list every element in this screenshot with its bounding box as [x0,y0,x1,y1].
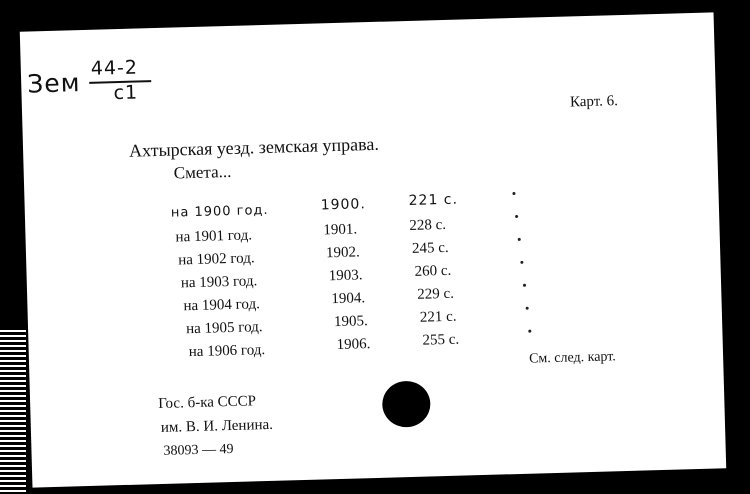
card-number: Карт. 6. [569,93,619,111]
edition-pages: 221 с. [419,308,457,326]
continuation-note: См. след. карт. [528,349,617,367]
shelf-code-numerator: 44-2 [90,56,139,80]
catalog-number: 38093 — 49 [163,441,234,459]
edition-label: на 1901 год. [175,227,253,246]
edition-pages: 260 с. [414,262,452,280]
edition-pages: 221 с. [408,191,459,209]
edition-label: на 1900 год. [170,202,269,221]
edition-year: 1901. [323,221,358,239]
edition-pages: 229 с. [417,285,455,303]
edition-pages: 245 с. [411,239,449,257]
card-heading: Ахтырская уезд. земская управа. [128,133,380,161]
edition-label: на 1903 год. [180,273,258,292]
edition-year: 1900. [320,196,367,214]
library-dedication: им. В. И. Ленина. [160,416,274,436]
edition-year: 1904. [331,290,366,308]
card-subheading: Смета... [173,161,232,183]
edition-year: 1902. [325,244,361,262]
scan-edge-noise [0,330,26,494]
tick-mark [520,261,523,264]
shelf-code-prefix: Зем [26,68,81,99]
tick-mark [528,330,531,333]
edition-pages: 255 с. [422,331,460,349]
edition-year: 1903. [328,267,363,285]
catalog-card [20,12,726,487]
shelf-code-denominator: с1 [113,81,139,105]
tick-mark [518,238,521,241]
edition-label: на 1904 год. [183,296,261,315]
edition-label: на 1906 год. [188,342,266,361]
edition-year: 1905. [333,313,368,331]
punch-hole [382,380,431,427]
tick-mark [515,215,518,218]
tick-mark [512,192,515,195]
edition-year: 1906. [336,336,371,354]
edition-pages: 228 с. [409,216,447,234]
tick-mark [523,284,526,287]
library-name: Гос. б-ка СССР [157,393,257,413]
edition-label: на 1902 год. [177,250,255,269]
edition-label: на 1905 год. [185,319,263,338]
tick-mark [526,307,529,310]
